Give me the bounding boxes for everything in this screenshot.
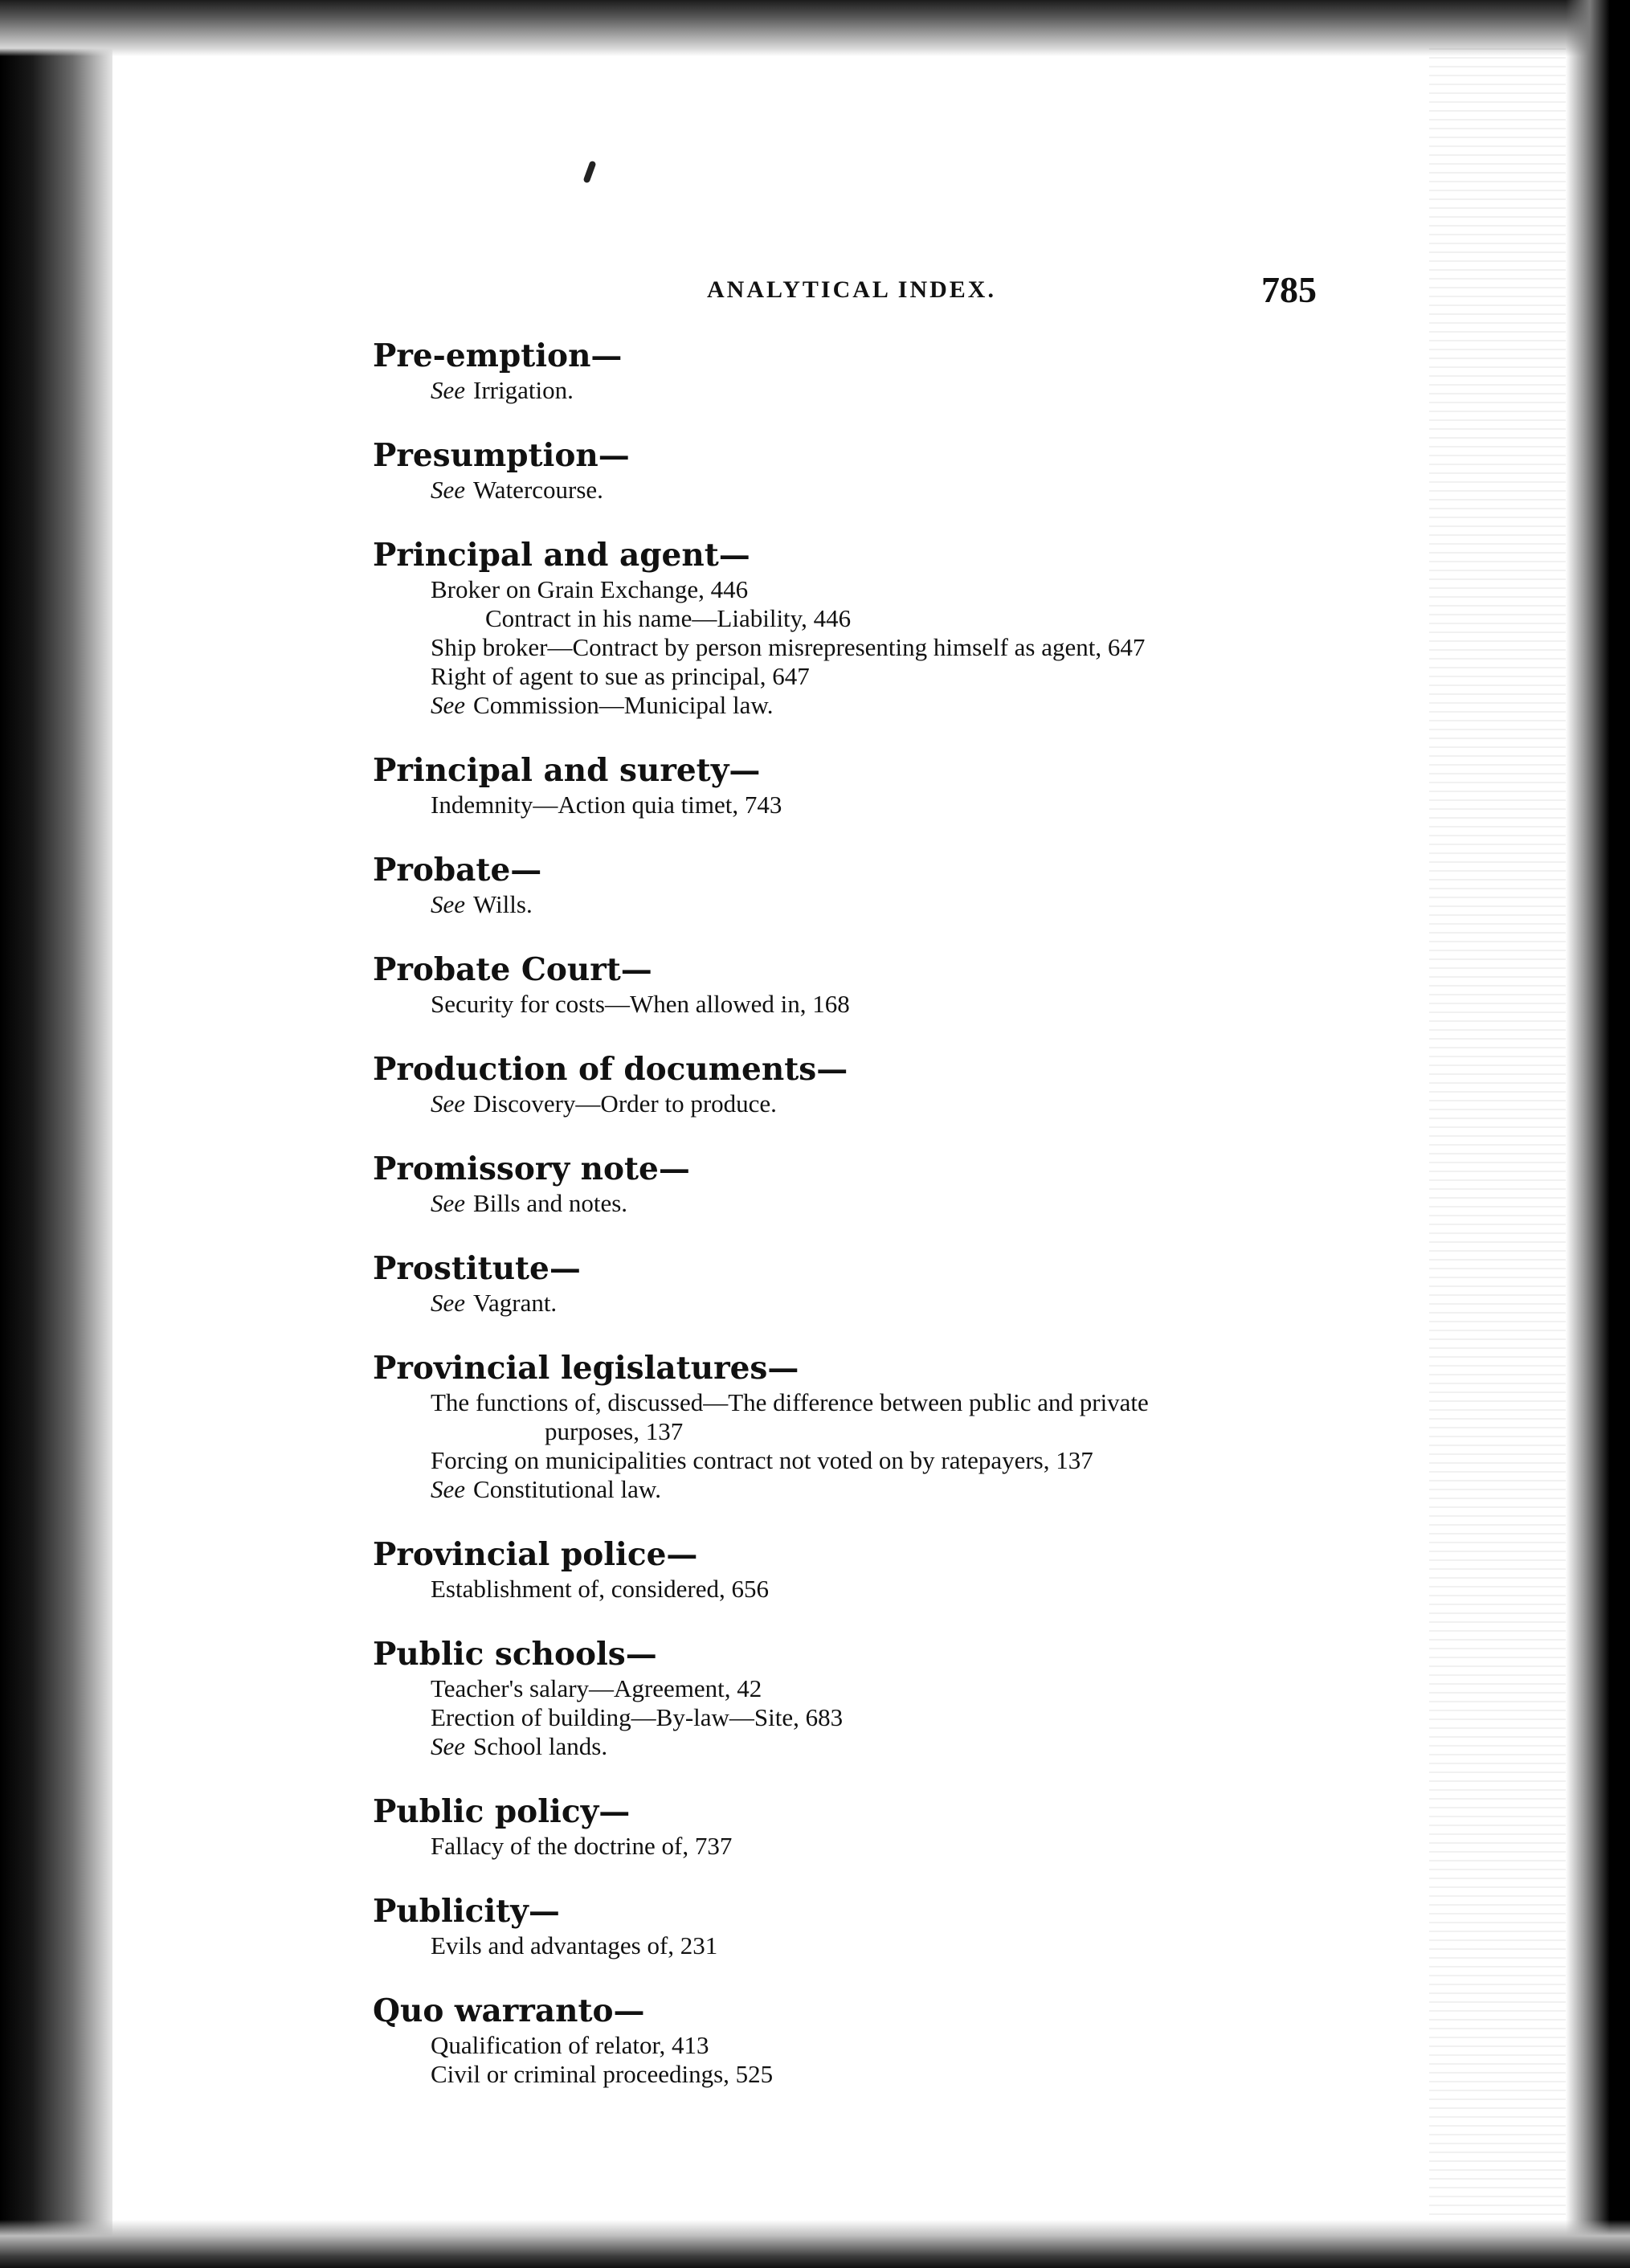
line-text: Commission—Municipal law. — [473, 691, 774, 719]
line-text: Erection of building—By-law—Site, 683 — [431, 1703, 844, 1731]
see-label: See — [431, 1289, 466, 1317]
line-text: Discovery—Order to produce. — [473, 1089, 777, 1118]
entry-heading: Principal and agent— — [373, 537, 750, 574]
running-head — [707, 269, 1350, 313]
entry-heading: Publicity— — [373, 1893, 560, 1930]
cross-reference-line — [373, 1475, 1369, 1504]
subentry-line — [373, 2031, 1369, 2060]
page-edge-texture — [1429, 48, 1566, 2217]
subentry-line — [373, 1931, 1369, 1960]
index-entry — [373, 435, 1369, 505]
scan-edge-right — [1566, 0, 1630, 2268]
line-text: Teacher's salary—Agreement, 42 — [431, 1674, 762, 1702]
entry-heading: Provincial police— — [373, 1536, 698, 1573]
subentry-line — [373, 1446, 1369, 1475]
line-text: Right of agent to sue as principal, 647 — [431, 662, 810, 690]
scan-edge-top — [0, 0, 1630, 56]
index-entry — [373, 950, 1369, 1019]
cross-reference-line — [373, 1189, 1369, 1218]
see-label: See — [431, 1089, 466, 1118]
index-entry — [373, 535, 1369, 720]
subentry-line — [373, 1703, 1369, 1732]
see-label: See — [431, 1732, 466, 1760]
subentry-line — [373, 1388, 1369, 1417]
index-entry — [373, 1792, 1369, 1861]
line-text: Evils and advantages of, 231 — [431, 1931, 718, 1959]
entry-heading: Provincial legislatures— — [373, 1350, 799, 1387]
page-number: 785 — [1261, 269, 1317, 310]
entry-heading: Pre-emption— — [373, 337, 623, 374]
index-entries — [373, 336, 1369, 2119]
see-label: See — [431, 476, 466, 504]
line-text: Bills and notes. — [473, 1189, 628, 1217]
index-entry — [373, 1534, 1369, 1604]
subentry-line — [373, 990, 1369, 1019]
line-text: Constitutional law. — [473, 1475, 661, 1503]
line-text: Irrigation. — [473, 376, 574, 404]
line-text: Watercourse. — [473, 476, 603, 504]
index-entry — [373, 1891, 1369, 1960]
subentry-line — [373, 575, 1369, 604]
scan-edge-left — [0, 0, 112, 2268]
index-entry — [373, 336, 1369, 405]
line-text: Security for costs—When allowed in, 168 — [431, 990, 850, 1018]
entry-heading: Probate Court— — [373, 951, 652, 988]
subentry-line — [373, 662, 1369, 691]
see-label: See — [431, 890, 466, 918]
line-text: Fallacy of the doctrine of, 737 — [431, 1832, 733, 1860]
line-text: Forcing on municipalities contract not voted on by ratepayers, 137 — [431, 1446, 1093, 1474]
entry-heading: Quo warranto— — [373, 1992, 645, 2029]
subentry-line — [373, 1575, 1369, 1604]
running-head-title: ANALYTICAL INDEX. — [707, 276, 996, 303]
entry-heading: Principal and surety— — [373, 752, 761, 789]
stray-ink-mark — [582, 160, 596, 183]
cross-reference-line — [373, 1089, 1369, 1118]
subentry-line — [373, 1417, 1369, 1446]
subentry-line — [373, 1674, 1369, 1703]
entry-heading: Presumption— — [373, 437, 630, 474]
cross-reference-line — [373, 890, 1369, 919]
subentry-line — [373, 2060, 1369, 2089]
index-entry — [373, 1634, 1369, 1761]
index-entry — [373, 1991, 1369, 2089]
cross-reference-line — [373, 1289, 1369, 1318]
subentry-line — [373, 633, 1369, 662]
line-text: Indemnity—Action quia timet, 743 — [431, 791, 782, 819]
cross-reference-line — [373, 376, 1369, 405]
line-text: Contract in his name—Liability, 446 — [485, 604, 852, 632]
line-text: Establishment of, considered, 656 — [431, 1575, 769, 1603]
entry-heading: Promissory note— — [373, 1150, 690, 1187]
line-text: School lands. — [473, 1732, 608, 1760]
see-label: See — [431, 1189, 466, 1217]
line-text: The functions of, discussed—The difference between public and private — [431, 1388, 1149, 1416]
line-text: Broker on Grain Exchange, 446 — [431, 575, 749, 603]
line-text: Qualification of relator, 413 — [431, 2031, 709, 2059]
index-entry — [373, 1248, 1369, 1318]
line-text: Ship broker—Contract by person misrepresenting himself as agent, 647 — [431, 633, 1146, 661]
cross-reference-line — [373, 476, 1369, 505]
see-label: See — [431, 1475, 466, 1503]
cross-reference-line — [373, 1732, 1369, 1761]
index-entry — [373, 1049, 1369, 1118]
see-label: See — [431, 376, 466, 404]
entry-heading: Public schools— — [373, 1636, 657, 1673]
subentry-line — [373, 791, 1369, 819]
index-entry — [373, 1149, 1369, 1218]
subentry-line — [373, 604, 1369, 633]
entry-heading: Probate— — [373, 852, 542, 889]
line-text: Vagrant. — [473, 1289, 558, 1317]
index-entry — [373, 1348, 1369, 1504]
cross-reference-line — [373, 691, 1369, 720]
index-entry — [373, 750, 1369, 819]
subentry-line — [373, 1832, 1369, 1861]
line-text: Wills. — [473, 890, 533, 918]
see-label: See — [431, 691, 466, 719]
line-text: Civil or criminal proceedings, 525 — [431, 2060, 774, 2088]
entry-heading: Prostitute— — [373, 1250, 581, 1287]
index-entry — [373, 850, 1369, 919]
scan-edge-bottom — [0, 2220, 1630, 2268]
entry-heading: Public policy— — [373, 1793, 631, 1830]
line-text: purposes, 137 — [545, 1417, 684, 1445]
entry-heading: Production of documents— — [373, 1051, 848, 1088]
